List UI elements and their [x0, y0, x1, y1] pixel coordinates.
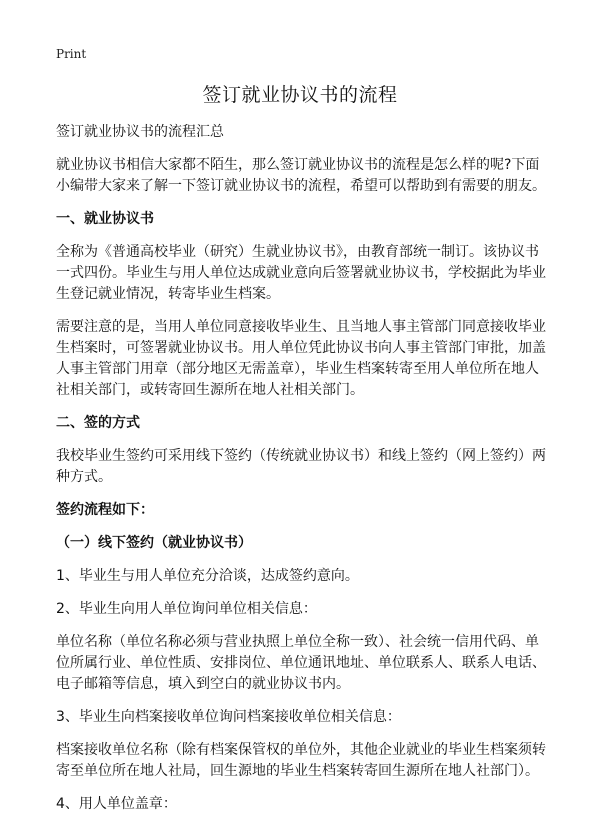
agreement-paragraph-1: 全称为《普通高校毕业（研究）生就业协议书》，由教育部统一制订。该协议书一式四份。毕业生与用人单位达成就业意向后签署就业协议书，学校据此为毕业生登记就业情况，转寄毕业生档案。 — [56, 244, 546, 302]
signing-method-paragraph: 我校毕业生签约可采用线下签约（传统就业协议书）和线上签约（网上签约）两种方式。 — [56, 448, 546, 485]
print-link[interactable]: Print — [56, 47, 87, 61]
step-2: 2、毕业生向用人单位询问单位相关信息： — [56, 601, 317, 617]
document-body — [56, 122, 546, 827]
summary-text: 签订就业协议书的流程汇总 — [56, 124, 224, 140]
step-3: 3、毕业生向档案接收单位询问档案接收单位相关信息： — [56, 709, 401, 725]
step-2-detail: 单位名称（单位名称必须与营业执照上单位全称一致）、社会统一信用代码、单位所属行业、单位性质、安排岗位、单位通讯地址、单位联系人、联系人电话、电子邮箱等信息，填入到空白的就业协议书内。 — [56, 634, 546, 692]
section-heading-agreement: 一、就业协议书 — [56, 211, 154, 227]
page-title: 签订就业协议书的流程 — [202, 84, 398, 106]
process-heading: 签约流程如下： — [56, 502, 154, 518]
intro-paragraph: 就业协议书相信大家都不陌生，那么签订就业协议书的流程是怎么样的呢?下面小编带大家来了解一下签订就业协议书的流程，希望可以帮助到有需要的朋友。 — [56, 157, 546, 194]
section-heading-signing-method: 二、签的方式 — [56, 415, 140, 431]
step-1: 1、毕业生与用人单位充分洽谈，达成签约意向。 — [56, 568, 359, 584]
agreement-paragraph-2: 需要注意的是，当用人单位同意接收毕业生、且当地人事主管部门同意接收毕业生档案时，可签署就业协议书。用人单位凭此协议书向人事主管部门审批，加盖人事主管部门用章（部分地区无需盖章），毕业生档案转寄至用人单位所在地人社相关部门，或转寄回生源所在地人社相关部门。 — [56, 319, 546, 398]
step-4: 4、用人单位盖章： — [56, 796, 177, 812]
offline-signing-heading: （一）线下签约（就业协议书） — [56, 535, 252, 551]
step-3-detail: 档案接收单位名称（除有档案保管权的单位外，其他企业就业的毕业生档案须转寄至单位所在地人社局，回生源地的毕业生档案转寄回生源所在地人社部门）。 — [56, 742, 546, 779]
